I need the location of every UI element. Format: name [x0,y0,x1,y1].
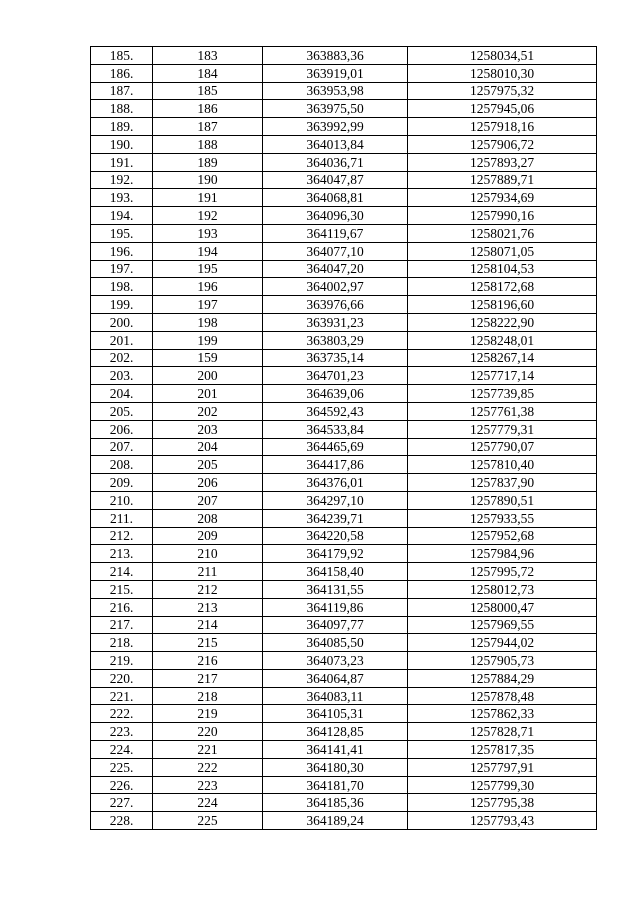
y-coordinate-cell: 1257918,16 [408,118,597,136]
y-coordinate-cell: 1257717,14 [408,367,597,385]
x-coordinate-cell: 364119,86 [263,598,408,616]
row-number-cell: 189. [91,118,153,136]
table-row [91,598,597,616]
row-number-cell: 220. [91,669,153,687]
table-row [91,242,597,260]
y-coordinate-cell: 1257975,32 [408,82,597,100]
x-coordinate-cell: 364083,11 [263,687,408,705]
y-coordinate-cell: 1257884,29 [408,669,597,687]
row-number-cell: 213. [91,545,153,563]
x-coordinate-cell: 364128,85 [263,723,408,741]
y-coordinate-cell: 1258000,47 [408,598,597,616]
y-coordinate-cell: 1257995,72 [408,563,597,581]
table-row [91,652,597,670]
point-number-cell: 222 [153,758,263,776]
y-coordinate-cell: 1258196,60 [408,296,597,314]
y-coordinate-cell: 1257906,72 [408,135,597,153]
row-number-cell: 192. [91,171,153,189]
table-row [91,758,597,776]
row-number-cell: 226. [91,776,153,794]
table-row [91,331,597,349]
row-number-cell: 227. [91,794,153,812]
row-number-cell: 209. [91,474,153,492]
y-coordinate-cell: 1257793,43 [408,812,597,830]
y-coordinate-cell: 1258012,73 [408,580,597,598]
y-coordinate-cell: 1257934,69 [408,189,597,207]
point-number-cell: 214 [153,616,263,634]
y-coordinate-cell: 1257990,16 [408,207,597,225]
point-number-cell: 212 [153,580,263,598]
point-number-cell: 207 [153,491,263,509]
point-number-cell: 211 [153,563,263,581]
table-row [91,118,597,136]
point-number-cell: 220 [153,723,263,741]
y-coordinate-cell: 1257797,91 [408,758,597,776]
table-row [91,794,597,812]
y-coordinate-cell: 1257828,71 [408,723,597,741]
row-number-cell: 193. [91,189,153,207]
point-number-cell: 218 [153,687,263,705]
y-coordinate-cell: 1257893,27 [408,153,597,171]
y-coordinate-cell: 1257952,68 [408,527,597,545]
table-row [91,153,597,171]
y-coordinate-cell: 1258104,53 [408,260,597,278]
table-row [91,135,597,153]
x-coordinate-cell: 364376,01 [263,474,408,492]
x-coordinate-cell: 363735,14 [263,349,408,367]
point-number-cell: 191 [153,189,263,207]
y-coordinate-cell: 1258222,90 [408,313,597,331]
table-row [91,527,597,545]
point-number-cell: 210 [153,545,263,563]
row-number-cell: 186. [91,64,153,82]
point-number-cell: 205 [153,456,263,474]
x-coordinate-cell: 364158,40 [263,563,408,581]
row-number-cell: 205. [91,402,153,420]
x-coordinate-cell: 363919,01 [263,64,408,82]
y-coordinate-cell: 1257944,02 [408,634,597,652]
row-number-cell: 210. [91,491,153,509]
table-row [91,207,597,225]
table-row [91,171,597,189]
table-row [91,402,597,420]
y-coordinate-cell: 1258010,30 [408,64,597,82]
row-number-cell: 216. [91,598,153,616]
point-number-cell: 202 [153,402,263,420]
table-row [91,456,597,474]
point-number-cell: 192 [153,207,263,225]
point-number-cell: 213 [153,598,263,616]
point-number-cell: 221 [153,741,263,759]
row-number-cell: 211. [91,509,153,527]
table-row [91,616,597,634]
row-number-cell: 198. [91,278,153,296]
y-coordinate-cell: 1257837,90 [408,474,597,492]
point-number-cell: 224 [153,794,263,812]
table-row [91,367,597,385]
y-coordinate-cell: 1257984,96 [408,545,597,563]
y-coordinate-cell: 1258021,76 [408,224,597,242]
x-coordinate-cell: 363992,99 [263,118,408,136]
y-coordinate-cell: 1257810,40 [408,456,597,474]
table-row [91,705,597,723]
y-coordinate-cell: 1257799,30 [408,776,597,794]
point-number-cell: 208 [153,509,263,527]
y-coordinate-cell: 1257933,55 [408,509,597,527]
row-number-cell: 222. [91,705,153,723]
x-coordinate-cell: 364239,71 [263,509,408,527]
row-number-cell: 191. [91,153,153,171]
y-coordinate-cell: 1257795,38 [408,794,597,812]
row-number-cell: 194. [91,207,153,225]
point-number-cell: 216 [153,652,263,670]
row-number-cell: 228. [91,812,153,830]
table-row [91,812,597,830]
point-number-cell: 195 [153,260,263,278]
point-number-cell: 206 [153,474,263,492]
point-number-cell: 199 [153,331,263,349]
row-number-cell: 197. [91,260,153,278]
table-row [91,420,597,438]
x-coordinate-cell: 364036,71 [263,153,408,171]
row-number-cell: 200. [91,313,153,331]
table-row [91,224,597,242]
point-number-cell: 219 [153,705,263,723]
point-number-cell: 185 [153,82,263,100]
row-number-cell: 217. [91,616,153,634]
row-number-cell: 188. [91,100,153,118]
row-number-cell: 204. [91,385,153,403]
x-coordinate-cell: 364180,30 [263,758,408,776]
x-coordinate-cell: 364533,84 [263,420,408,438]
x-coordinate-cell: 364085,50 [263,634,408,652]
table-row [91,278,597,296]
row-number-cell: 203. [91,367,153,385]
table-row [91,687,597,705]
row-number-cell: 185. [91,47,153,65]
y-coordinate-cell: 1257905,73 [408,652,597,670]
table-row [91,189,597,207]
point-number-cell: 159 [153,349,263,367]
x-coordinate-cell: 364639,06 [263,385,408,403]
row-number-cell: 187. [91,82,153,100]
table-row [91,349,597,367]
x-coordinate-cell: 363803,29 [263,331,408,349]
x-coordinate-cell: 364131,55 [263,580,408,598]
y-coordinate-cell: 1257790,07 [408,438,597,456]
y-coordinate-cell: 1258248,01 [408,331,597,349]
row-number-cell: 202. [91,349,153,367]
x-coordinate-cell: 364181,70 [263,776,408,794]
point-number-cell: 197 [153,296,263,314]
coordinates-table [90,46,597,830]
x-coordinate-cell: 364068,81 [263,189,408,207]
point-number-cell: 196 [153,278,263,296]
y-coordinate-cell: 1258267,14 [408,349,597,367]
x-coordinate-cell: 364701,23 [263,367,408,385]
x-coordinate-cell: 364077,10 [263,242,408,260]
x-coordinate-cell: 364179,92 [263,545,408,563]
row-number-cell: 215. [91,580,153,598]
table-row [91,580,597,598]
y-coordinate-cell: 1257945,06 [408,100,597,118]
point-number-cell: 189 [153,153,263,171]
x-coordinate-cell: 364105,31 [263,705,408,723]
x-coordinate-cell: 363976,66 [263,296,408,314]
row-number-cell: 223. [91,723,153,741]
point-number-cell: 201 [153,385,263,403]
table-row [91,100,597,118]
row-number-cell: 207. [91,438,153,456]
x-coordinate-cell: 363931,23 [263,313,408,331]
point-number-cell: 186 [153,100,263,118]
table-row [91,723,597,741]
point-number-cell: 209 [153,527,263,545]
row-number-cell: 219. [91,652,153,670]
point-number-cell: 190 [153,171,263,189]
table-row [91,47,597,65]
point-number-cell: 204 [153,438,263,456]
table-row [91,669,597,687]
row-number-cell: 190. [91,135,153,153]
x-coordinate-cell: 364002,97 [263,278,408,296]
row-number-cell: 199. [91,296,153,314]
table-row [91,634,597,652]
row-number-cell: 225. [91,758,153,776]
row-number-cell: 214. [91,563,153,581]
x-coordinate-cell: 364047,87 [263,171,408,189]
table-row [91,545,597,563]
point-number-cell: 217 [153,669,263,687]
table-row [91,313,597,331]
x-coordinate-cell: 364097,77 [263,616,408,634]
y-coordinate-cell: 1258071,05 [408,242,597,260]
row-number-cell: 206. [91,420,153,438]
x-coordinate-cell: 364064,87 [263,669,408,687]
x-coordinate-cell: 364073,23 [263,652,408,670]
x-coordinate-cell: 363953,98 [263,82,408,100]
row-number-cell: 201. [91,331,153,349]
table-row [91,563,597,581]
x-coordinate-cell: 364119,67 [263,224,408,242]
coordinates-table-body [91,47,597,830]
table-row [91,474,597,492]
x-coordinate-cell: 364465,69 [263,438,408,456]
table-row [91,438,597,456]
row-number-cell: 208. [91,456,153,474]
row-number-cell: 212. [91,527,153,545]
y-coordinate-cell: 1257779,31 [408,420,597,438]
table-row [91,296,597,314]
point-number-cell: 203 [153,420,263,438]
y-coordinate-cell: 1258172,68 [408,278,597,296]
point-number-cell: 187 [153,118,263,136]
point-number-cell: 184 [153,64,263,82]
point-number-cell: 215 [153,634,263,652]
x-coordinate-cell: 363883,36 [263,47,408,65]
x-coordinate-cell: 364189,24 [263,812,408,830]
table-row [91,385,597,403]
x-coordinate-cell: 364592,43 [263,402,408,420]
point-number-cell: 223 [153,776,263,794]
x-coordinate-cell: 364096,30 [263,207,408,225]
point-number-cell: 200 [153,367,263,385]
table-row [91,260,597,278]
x-coordinate-cell: 364047,20 [263,260,408,278]
x-coordinate-cell: 364297,10 [263,491,408,509]
y-coordinate-cell: 1257878,48 [408,687,597,705]
table-row [91,741,597,759]
row-number-cell: 195. [91,224,153,242]
table-row [91,509,597,527]
x-coordinate-cell: 364185,36 [263,794,408,812]
x-coordinate-cell: 364141,41 [263,741,408,759]
point-number-cell: 194 [153,242,263,260]
y-coordinate-cell: 1257890,51 [408,491,597,509]
table-row [91,64,597,82]
x-coordinate-cell: 363975,50 [263,100,408,118]
row-number-cell: 196. [91,242,153,260]
point-number-cell: 188 [153,135,263,153]
row-number-cell: 218. [91,634,153,652]
y-coordinate-cell: 1257889,71 [408,171,597,189]
x-coordinate-cell: 364013,84 [263,135,408,153]
point-number-cell: 183 [153,47,263,65]
point-number-cell: 225 [153,812,263,830]
y-coordinate-cell: 1257761,38 [408,402,597,420]
x-coordinate-cell: 364220,58 [263,527,408,545]
y-coordinate-cell: 1257739,85 [408,385,597,403]
table-row [91,491,597,509]
table-row [91,82,597,100]
y-coordinate-cell: 1257969,55 [408,616,597,634]
point-number-cell: 198 [153,313,263,331]
point-number-cell: 193 [153,224,263,242]
x-coordinate-cell: 364417,86 [263,456,408,474]
y-coordinate-cell: 1257862,33 [408,705,597,723]
row-number-cell: 224. [91,741,153,759]
table-row [91,776,597,794]
y-coordinate-cell: 1258034,51 [408,47,597,65]
row-number-cell: 221. [91,687,153,705]
y-coordinate-cell: 1257817,35 [408,741,597,759]
